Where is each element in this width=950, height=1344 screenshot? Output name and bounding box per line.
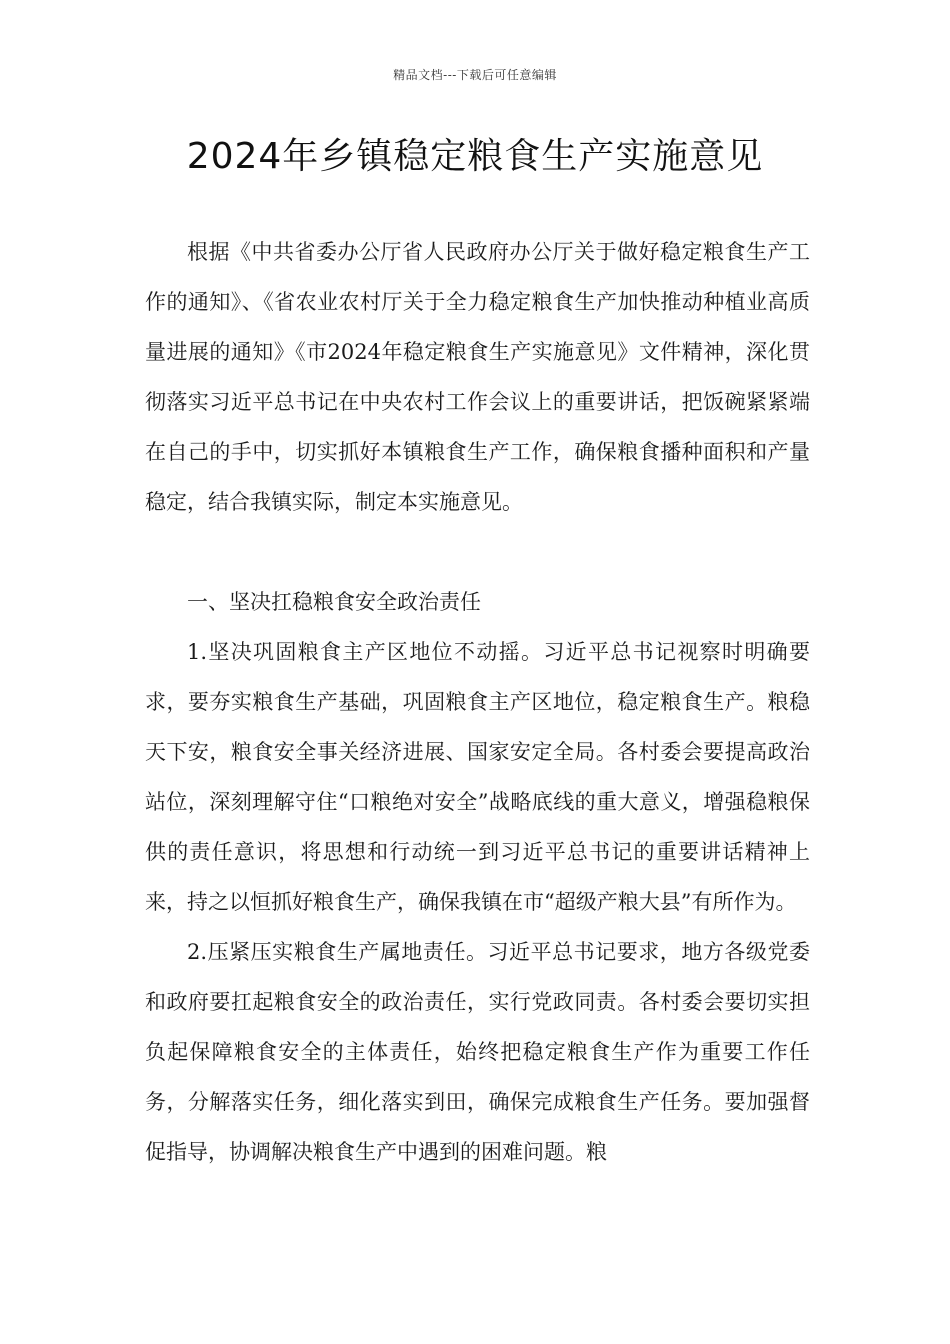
document-title: 2024年乡镇稳定粮食生产实施意见 <box>186 136 764 177</box>
section-item-2: 2.压紧压实粮食生产属地责任。习近平总书记要求，地方各级党委和政府要扛起粮食安全的政治责任，实行党政同责。各村委会要切实担负起保障粮食安全的主体责任，始终把稳定粮食生产作为重要工作任务，分解落实任务，细化落实到田，确保完成粮食生产任务。要加强督促指导，协调解决粮食生产中遇到的困难问题。粮 <box>145 940 810 1164</box>
document-body <box>145 227 810 1177</box>
section-heading: 一、坚决扛稳粮食安全政治责任 <box>187 590 481 614</box>
intro-paragraph: 根据《中共省委办公厅省人民政府办公厅关于做好稳定粮食生产工作的通知》、《省农业农村厅关于全力稳定粮食生产加快推动种植业高质量进展的通知》《市2024年稳定粮食生产实施意见》文件精神，深化贯彻落实习近平总书记在中央农村工作会议上的重要讲话，把饭碗紧紧端在自己的手中，切实抓好本镇粮食生产工作，确保粮食播种面积和产量稳定，结合我镇实际，制定本实施意见。 <box>145 240 810 514</box>
paragraph-spacer <box>145 527 810 577</box>
header-note: 精品文档---下载后可任意编辑 <box>393 68 557 82</box>
section-item-1: 1.坚决巩固粮食主产区地位不动摇。习近平总书记视察时明确要求，要夯实粮食生产基础，巩固粮食主产区地位，稳定粮食生产。粮稳天下安，粮食安全事关经济进展、国家安定全局。各村委会要提高政治站位，深刻理解守住“口粮绝对安全”战略底线的重大意义，增强稳粮保供的责任意识，将思想和行动统一到习近平总书记的重要讲话精神上来，持之以恒抓好粮食生产，确保我镇在市“超级产粮大县”有所作为。 <box>145 640 810 914</box>
